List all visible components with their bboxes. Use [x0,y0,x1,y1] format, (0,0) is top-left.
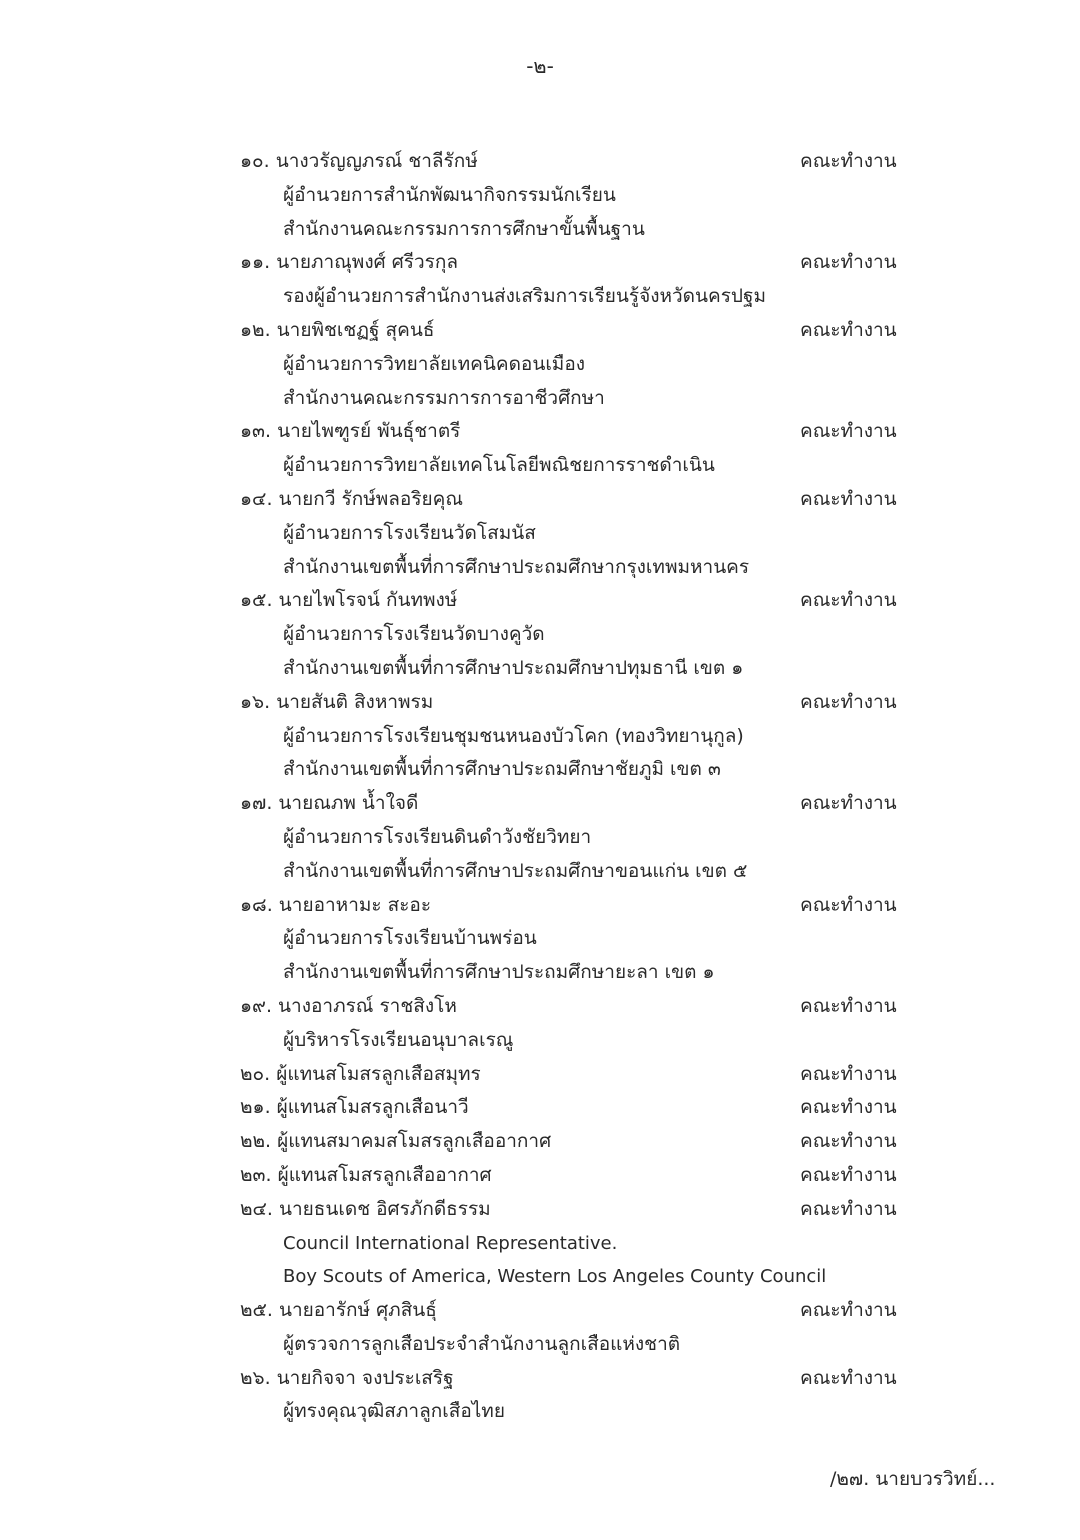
member-entry [240,584,920,618]
member-name: ๑๘. นายอาหามะ สะอะ [240,893,432,916]
member-position-line: ผู้อำนวยการโรงเรียนวัดบางคูวัด [283,623,545,646]
member-role: คณะทำงาน [800,893,897,916]
member-position-line: ผู้อำนวยการโรงเรียนวัดโสมนัส [283,521,536,544]
continuation-note: /๒๗. นายบวรวิทย์... [830,1468,996,1490]
member-role: คณะทำงาน [800,1163,897,1186]
member-role: คณะทำงาน [800,1096,897,1119]
member-role: คณะทำงาน [800,1062,897,1085]
member-entry [240,314,920,348]
member-name: ๒๐. ผู้แทนสโมสรลูกเสือสมุทร [240,1062,481,1085]
page-number: -๒- [526,54,554,78]
member-position-line: สำนักงานคณะกรรมการการอาชีวศึกษา [283,386,605,409]
member-entry [240,1091,920,1125]
member-position-line: ผู้อำนวยการโรงเรียนดินดำวังชัยวิทยา [283,825,592,848]
member-role: คณะทำงาน [800,487,897,510]
member-role: คณะทำงาน [800,690,897,713]
member-name: ๒๖. นายกิจจา จงประเสริฐ [240,1366,454,1389]
member-role: คณะทำงาน [800,1299,897,1322]
member-entry [240,889,920,923]
member-position-line: ผู้ตรวจการลูกเสือประจำสำนักงานลูกเสือแห่งชาติ [283,1332,681,1355]
member-entry [240,1193,920,1227]
member-position-line: ผู้อำนวยการโรงเรียนชุมชนหนองบัวโคก (ทองวิทยานุกูล) [283,724,744,747]
member-entry [240,1125,920,1159]
member-role: คณะทำงาน [800,1197,897,1220]
member-role: คณะทำงาน [800,1366,897,1389]
member-name: ๒๕. นายอารักษ์ ศุภสินธุ์ [240,1299,437,1322]
committee-list [240,145,920,1429]
member-position-line: ผู้อำนวยการวิทยาลัยเทคโนโลยีพณิชยการราชดำเนิน [283,454,715,477]
member-entry [240,990,920,1024]
member-entry [240,415,920,449]
member-name: ๑๗. นายณภพ น้ำใจดี [240,792,419,815]
member-role: คณะทำงาน [800,994,897,1017]
member-entry [240,145,920,179]
member-name: ๑๐. นางวรัญญภรณ์ ชาลีรักษ์ [240,150,478,172]
member-position-line: สำนักงานเขตพื้นที่การศึกษาประถมศึกษาขอนแก่น เขต ๕ [283,859,748,882]
member-entry [240,1362,920,1396]
member-entry [240,787,920,821]
member-position-line: สำนักงานเขตพื้นที่การศึกษาประถมศึกษากรุงเทพมหานคร [283,555,750,578]
member-entry [240,1294,920,1328]
member-name: ๑๒. นายพิชเชฏฐ์ สุคนธ์ [240,318,435,341]
member-name: ๒๒. ผู้แทนสมาคมสโมสรลูกเสืออากาศ [240,1130,552,1153]
member-name: ๒๓. ผู้แทนสโมสรลูกเสืออากาศ [240,1163,492,1186]
member-name: ๑๔. นายกวี รักษ์พลอริยคุณ [240,487,464,510]
member-entry [240,686,920,720]
member-position-line: ผู้อำนวยการวิทยาลัยเทคนิคดอนเมือง [283,352,586,375]
member-role: คณะทำงาน [800,589,897,612]
member-role: คณะทำงาน [800,318,897,341]
member-name: ๑๖. นายสันติ สิงหาพรม [240,690,434,713]
member-name: ๒๔. นายธนเดช อิศรภักดีธรรม [240,1197,491,1220]
member-role: คณะทำงาน [800,251,897,274]
member-role: คณะทำงาน [800,1130,897,1153]
member-position-line: ผู้ทรงคุณวุฒิสภาลูกเสือไทย [283,1400,505,1423]
member-position-line: สำนักงานคณะกรรมการการศึกษาขั้นพื้นฐาน [283,217,645,240]
member-position-line: Council International Representative. [283,1232,618,1254]
member-name: ๑๓. นายไพฑูรย์ พันธุ์ชาตรี [240,420,461,443]
member-entry [240,483,920,517]
member-entry [240,1058,920,1092]
member-position-line: สำนักงานเขตพื้นที่การศึกษาประถมศึกษายะลา เขต ๑ [283,961,715,984]
member-role: คณะทำงาน [800,420,897,443]
member-position-line: รองผู้อำนวยการสำนักงานส่งเสริมการเรียนรู้จังหวัดนครปฐม [283,285,766,308]
member-entry [240,1159,920,1193]
member-name: ๑๙. นางอาภรณ์ ราชสิงโห [240,994,457,1017]
member-name: ๒๑. ผู้แทนสโมสรลูกเสือนาวี [240,1096,469,1119]
member-position-line: Boy Scouts of America, Western Los Angeles County Council [283,1266,827,1288]
member-entry [240,246,920,280]
member-position-line: สำนักงานเขตพื้นที่การศึกษาประถมศึกษาปทุมธานี เขต ๑ [283,656,744,679]
member-position-line: ผู้บริหารโรงเรียนอนุบาลเรณู [283,1028,514,1051]
member-position-line: ผู้อำนวยการโรงเรียนบ้านพร่อน [283,927,537,950]
member-name: ๑๑. นายภาณุพงศ์ ศรีวรกุล [240,251,458,274]
member-name: ๑๕. นายไพโรจน์ กันทพงษ์ [240,589,458,612]
member-role: คณะทำงาน [800,792,897,815]
member-position-line: ผู้อำนวยการสำนักพัฒนากิจกรรมนักเรียน [283,183,616,206]
member-role: คณะทำงาน [800,150,897,172]
member-position-line: สำนักงานเขตพื้นที่การศึกษาประถมศึกษาชัยภูมิ เขต ๓ [283,758,721,781]
